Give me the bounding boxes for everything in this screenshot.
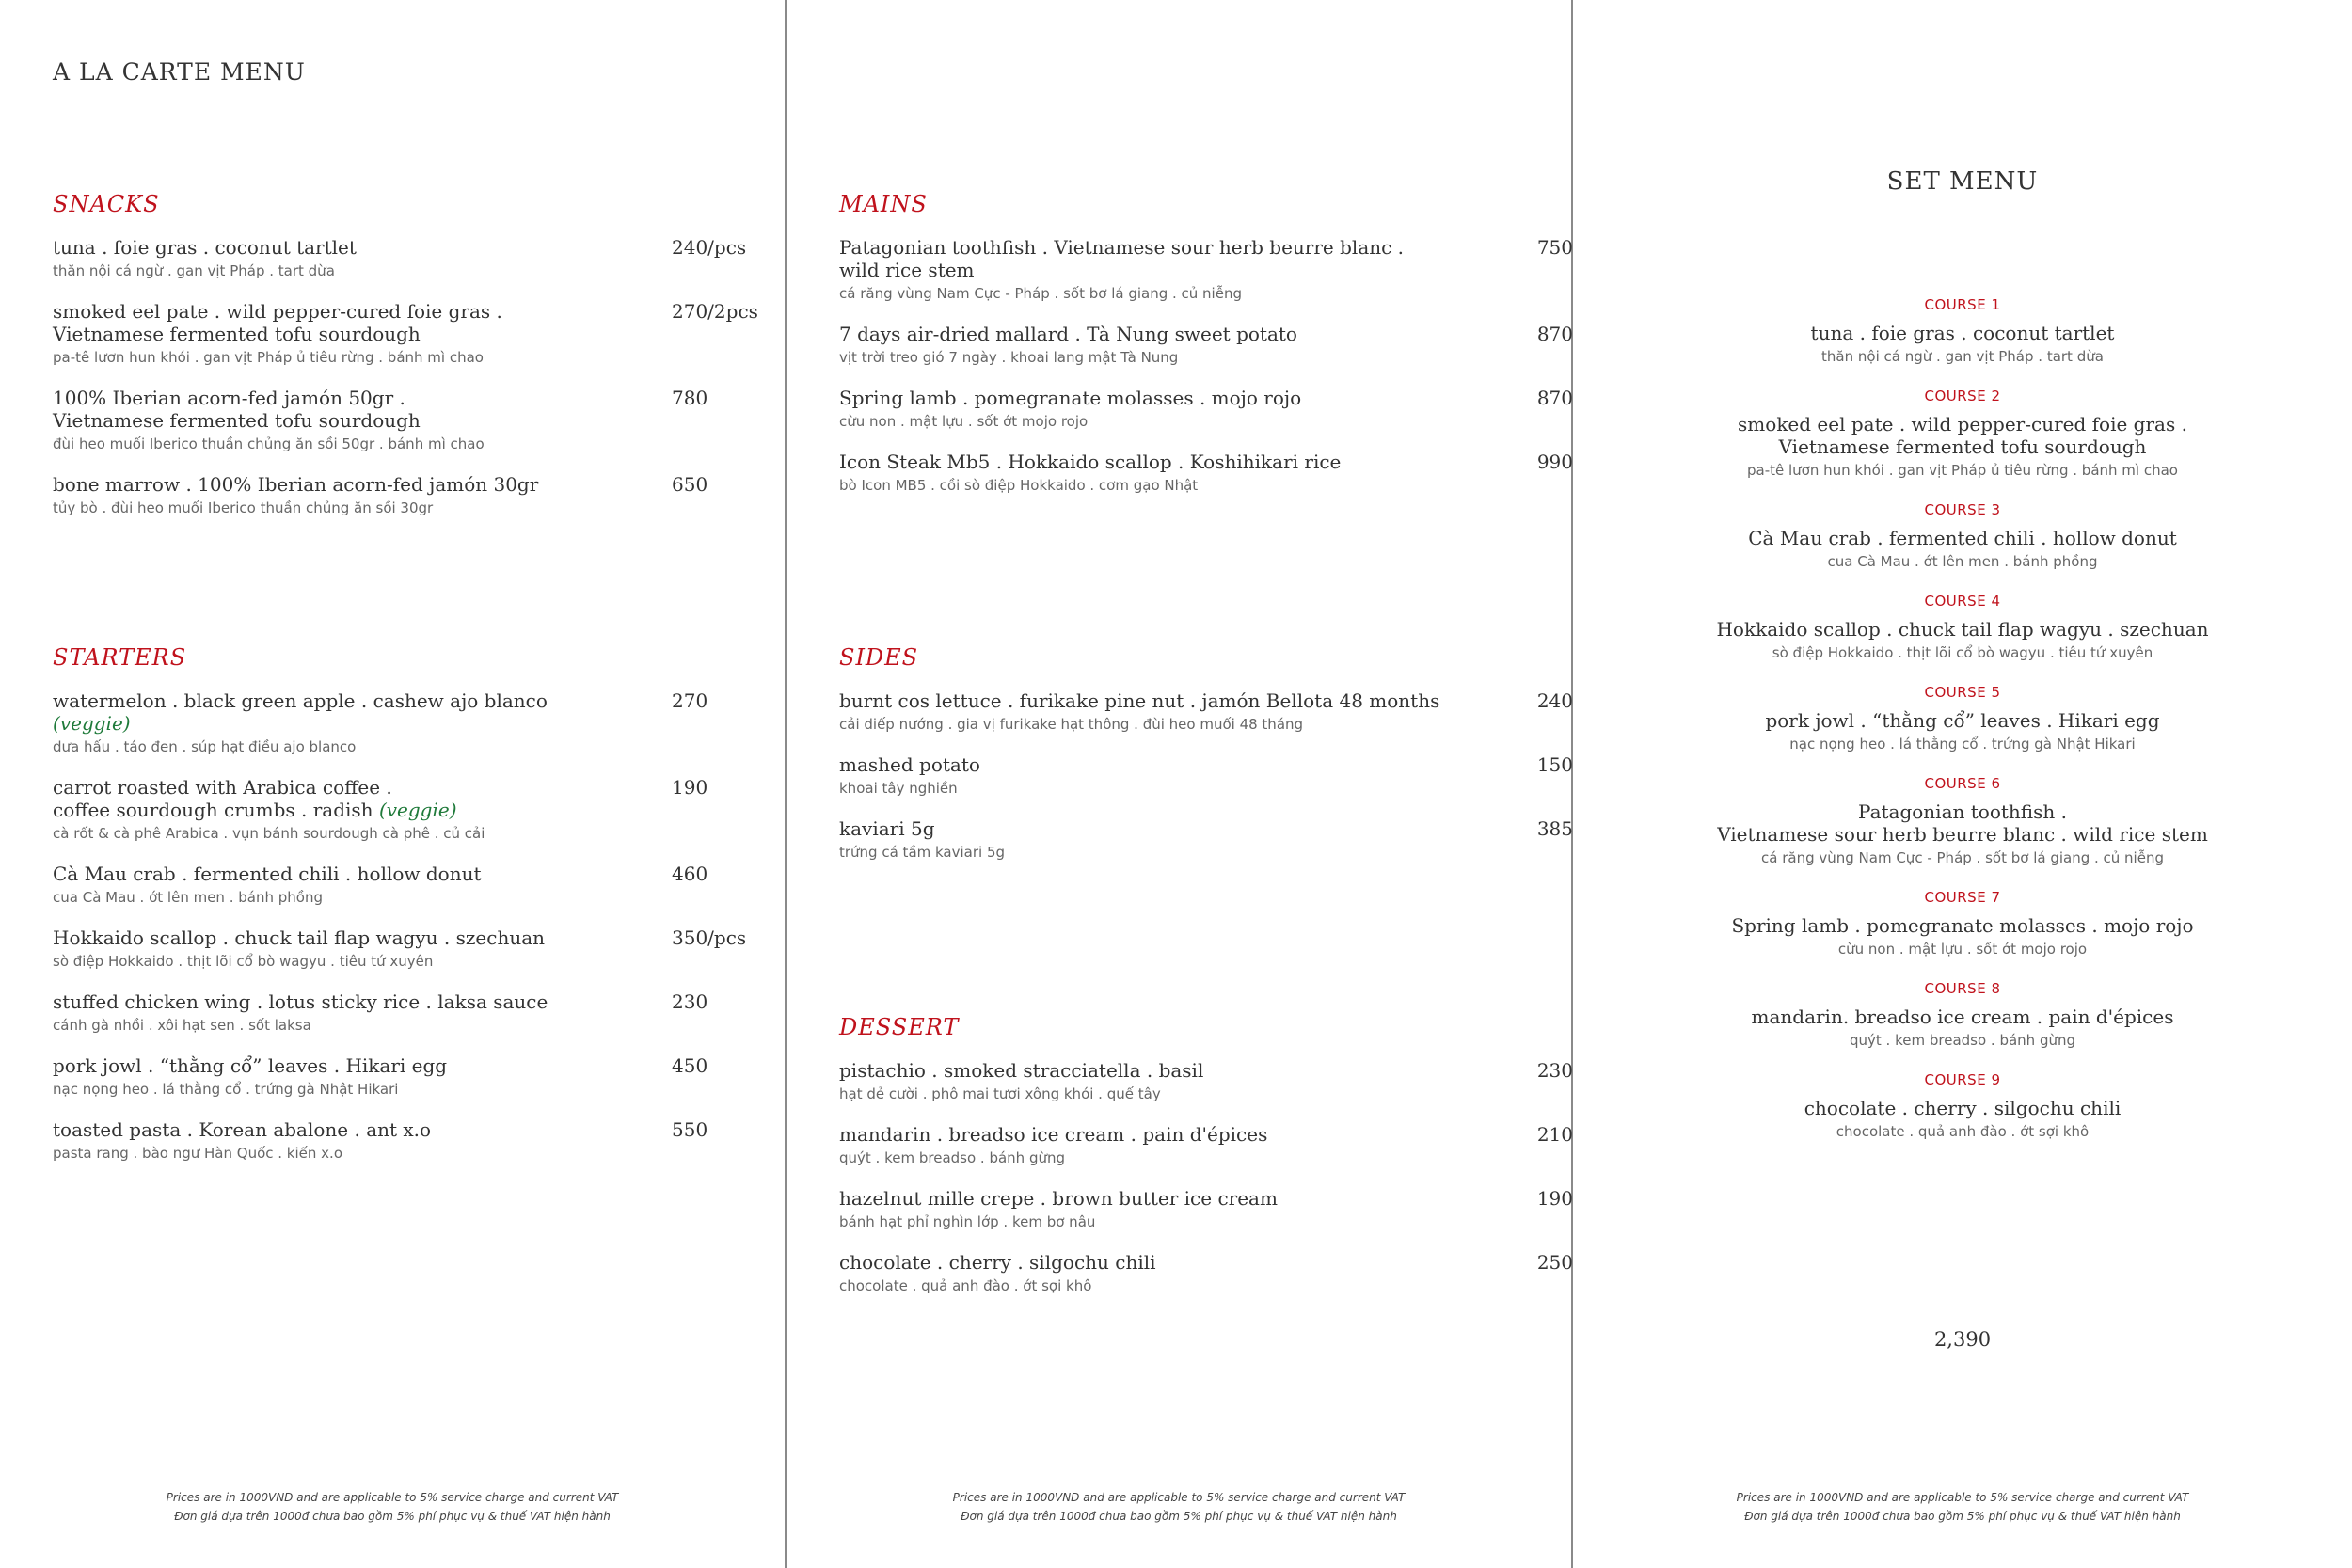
dish-description-vn: thăn nội cá ngừ . gan vịt Pháp . tart dừa xyxy=(53,262,335,279)
dish-description-vn: khoai tây nghiền xyxy=(839,780,958,797)
menu-item xyxy=(53,387,768,454)
course-dish-name: smoked eel pate . wild pepper-cured foie gras . Vietnamese fermented tofu sourdough xyxy=(1738,413,2187,458)
dish-price: 870 xyxy=(1536,323,1573,345)
dish-price: 240 xyxy=(1536,689,1573,712)
veggie-tag: (veggie) xyxy=(378,799,457,821)
dish-price: 250 xyxy=(1536,1251,1573,1274)
dish-description-vn: cải diếp nướng . gia vị furikake hạt thông . đùi heo muối 48 tháng xyxy=(839,716,1304,733)
dish-name xyxy=(53,387,627,432)
dish-name-text: watermelon . black green apple . cashew ajo blanco xyxy=(53,689,548,712)
menu-item xyxy=(53,1054,768,1100)
dish-name-text: pistachio . smoked stracciatella . basil xyxy=(839,1059,1204,1082)
dish-name xyxy=(839,1123,1441,1146)
menu-item xyxy=(839,1059,1573,1104)
set-menu-title: SET MENU xyxy=(1886,167,2039,196)
set-menu-price: 2,390 xyxy=(1933,1328,1992,1351)
dish-price: 750 xyxy=(1536,236,1573,259)
dish-description-vn: cá răng vùng Nam Cực - Pháp . sốt bơ lá giang . củ niễng xyxy=(839,285,1242,302)
menu-item xyxy=(839,387,1573,432)
course-dish-name: pork jowl . “thằng cổ” leaves . Hikari egg xyxy=(1765,709,2160,732)
course-list xyxy=(1573,296,2352,1163)
course-item xyxy=(1573,501,2352,572)
dish-price: 650 xyxy=(672,473,708,496)
dish-description-vn: hạt dẻ cười . phô mai tươi xông khói . quế tây xyxy=(839,1085,1161,1102)
dish-name xyxy=(53,1054,627,1077)
course-label: COURSE 2 xyxy=(1924,388,2001,404)
course-label: COURSE 8 xyxy=(1924,980,2001,997)
dish-name xyxy=(839,1059,1441,1082)
menu-item xyxy=(839,1251,1573,1296)
footnote-en: Prices are in 1000VND and are applicable to 5% service charge and current VAT xyxy=(1736,1491,2189,1504)
footnote-en: Prices are in 1000VND and are applicable to 5% service charge and current VAT xyxy=(952,1491,1406,1504)
dish-price: 870 xyxy=(1536,387,1573,409)
dish-name-text: mashed potato xyxy=(839,753,980,776)
dish-description-vn: vịt trời treo gió 7 ngày . khoai lang mật Tà Nung xyxy=(839,349,1179,366)
course-description-vn: pa-tê lươn hun khói . gan vịt Pháp ủ tiêu rừng . bánh mì chao xyxy=(1747,462,2178,479)
course-label: COURSE 9 xyxy=(1924,1071,2001,1088)
dish-name-text: Hokkaido scallop . chuck tail flap wagyu . szechuan xyxy=(53,927,546,949)
dish-price: 230 xyxy=(1536,1059,1573,1082)
dish-price: 190 xyxy=(1536,1187,1573,1210)
course-label: COURSE 5 xyxy=(1924,684,2001,701)
menu-item xyxy=(839,1187,1573,1232)
course-description-vn: cừu non . mật lựu . sốt ớt mojo rojo xyxy=(1837,941,2088,958)
course-dish-name: Hokkaido scallop . chuck tail flap wagyu . szechuan xyxy=(1716,618,2209,641)
dish-name xyxy=(53,927,627,949)
dish-description-vn: chocolate . quả anh đào . ớt sợi khô xyxy=(839,1277,1092,1294)
dish-name-text: Icon Steak Mb5 . Hokkaido scallop . Koshihikari rice xyxy=(839,451,1342,473)
dish-name xyxy=(53,1118,627,1141)
dish-name-text: 7 days air-dried mallard . Tà Nung sweet potato xyxy=(839,323,1297,345)
a-la-carte-panel-2 xyxy=(787,0,1571,1568)
course-label: COURSE 1 xyxy=(1924,296,2001,313)
dish-name xyxy=(839,451,1441,473)
dish-description-vn: quýt . kem breadso . bánh gừng xyxy=(839,1149,1065,1166)
dish-name xyxy=(53,689,627,735)
dish-name-text: tuna . foie gras . coconut tartlet xyxy=(53,236,357,259)
dish-description-vn: cừu non . mật lựu . sốt ớt mojo rojo xyxy=(839,413,1089,430)
course-dish-name: chocolate . cherry . silgochu chili xyxy=(1804,1097,2122,1119)
dish-name-text: hazelnut mille crepe . brown butter ice cream xyxy=(839,1187,1278,1210)
dish-price: 270/2pcs xyxy=(672,300,758,323)
course-description-vn: cua Cà Mau . ớt lên men . bánh phồng xyxy=(1827,553,2098,570)
price-footnote xyxy=(787,1488,1571,1526)
sides-list xyxy=(839,689,1573,863)
course-description-vn: quýt . kem breadso . bánh gừng xyxy=(1850,1032,2075,1049)
course-item xyxy=(1573,684,2352,754)
snacks-list xyxy=(53,236,768,518)
menu-item xyxy=(53,236,768,281)
dish-name-text: Cà Mau crab . fermented chili . hollow donut xyxy=(53,863,482,885)
dish-name xyxy=(839,1251,1441,1274)
dish-name xyxy=(53,473,627,496)
course-dish-name: Cà Mau crab . fermented chili . hollow donut xyxy=(1748,527,2177,549)
footnote-vn: Đơn giá dựa trên 1000đ chưa bao gồm 5% phí phục vụ & thuế VAT hiện hành xyxy=(174,1510,611,1523)
dish-name xyxy=(839,689,1441,712)
course-dish-name: tuna . foie gras . coconut tartlet xyxy=(1810,322,2115,344)
dish-name-text: stuffed chicken wing . lotus sticky rice . laksa sauce xyxy=(53,990,548,1013)
section-title: MAINS xyxy=(839,191,928,217)
course-item xyxy=(1573,296,2352,367)
dish-name xyxy=(839,753,1441,776)
menu-item xyxy=(53,927,768,972)
menu-item xyxy=(839,753,1573,799)
dish-price: 150 xyxy=(1536,753,1573,776)
menu-item xyxy=(839,323,1573,368)
dish-name xyxy=(53,776,627,821)
dish-price: 385 xyxy=(1536,817,1573,840)
dish-description-vn: pasta rang . bào ngư Hàn Quốc . kiến x.o xyxy=(53,1145,342,1162)
dish-description-vn: cánh gà nhồi . xôi hạt sen . sốt laksa xyxy=(53,1017,311,1034)
menu-item xyxy=(53,473,768,518)
dish-name-text: burnt cos lettuce . furikake pine nut . jamón Bellota 48 months xyxy=(839,689,1440,712)
section-title: SNACKS xyxy=(53,191,160,217)
dish-name-text: pork jowl . “thằng cổ” leaves . Hikari egg xyxy=(53,1054,448,1077)
dish-price: 240/pcs xyxy=(672,236,747,259)
menu-item xyxy=(839,1123,1573,1168)
dish-name-text: 100% Iberian acorn-fed jamón 50gr . Vietnamese fermented tofu sourdough xyxy=(53,387,421,432)
section-title: DESSERT xyxy=(839,1014,960,1040)
a-la-carte-panel xyxy=(0,0,785,1568)
snacks-section xyxy=(53,191,768,537)
dish-price: 460 xyxy=(672,863,708,885)
dish-name-text: carrot roasted with Arabica coffee . coffee sourdough crumbs . radish xyxy=(53,776,392,821)
dessert-section xyxy=(839,1014,1573,1315)
footnote-vn: Đơn giá dựa trên 1000đ chưa bao gồm 5% phí phục vụ & thuế VAT hiện hành xyxy=(1744,1510,2181,1523)
course-dish-name: mandarin. breadso ice cream . pain d'épices xyxy=(1751,1006,2174,1028)
course-label: COURSE 6 xyxy=(1924,775,2001,792)
mains-list xyxy=(839,236,1573,496)
dish-name-text: chocolate . cherry . silgochu chili xyxy=(839,1251,1156,1274)
menu-item xyxy=(53,776,768,844)
course-description-vn: chocolate . quả anh đào . ớt sợi khô xyxy=(1836,1123,2090,1140)
menu-item xyxy=(839,451,1573,496)
starters-list xyxy=(53,689,768,1164)
veggie-tag: (veggie) xyxy=(53,712,131,735)
mains-section xyxy=(839,191,1573,515)
dish-name xyxy=(839,817,1441,840)
dish-price: 190 xyxy=(672,776,708,799)
dish-name-text: kaviari 5g xyxy=(839,817,935,840)
dish-name-text: bone marrow . 100% Iberian acorn-fed jamón 30gr xyxy=(53,473,539,496)
dish-description-vn: cà rốt & cà phê Arabica . vụn bánh sourdough cà phê . củ cải xyxy=(53,825,485,842)
menu-item xyxy=(839,236,1573,304)
starters-section xyxy=(53,644,768,1182)
course-description-vn: nạc nọng heo . lá thằng cổ . trứng gà Nhật Hikari xyxy=(1789,736,2136,752)
dish-description-vn: nạc nọng heo . lá thằng cổ . trứng gà Nhật Hikari xyxy=(53,1081,399,1098)
price-footnote xyxy=(1573,1488,2352,1526)
footnote-vn: Đơn giá dựa trên 1000đ chưa bao gồm 5% phí phục vụ & thuế VAT hiện hành xyxy=(961,1510,1397,1523)
dish-description-vn: pa-tê lươn hun khói . gan vịt Pháp ủ tiêu rừng . bánh mì chao xyxy=(53,349,484,366)
section-title: STARTERS xyxy=(53,644,187,671)
set-menu-panel xyxy=(1573,0,2352,1568)
course-description-vn: cá răng vùng Nam Cực - Pháp . sốt bơ lá giang . củ niễng xyxy=(1761,849,2164,866)
dish-name xyxy=(839,236,1441,281)
menu-item xyxy=(53,863,768,908)
course-label: COURSE 7 xyxy=(1924,889,2001,906)
dish-price: 780 xyxy=(672,387,708,409)
course-item xyxy=(1573,1071,2352,1142)
section-title: SIDES xyxy=(839,644,919,671)
dish-description-vn: bò Icon MB5 . cồi sò điệp Hokkaido . cơm gạo Nhật xyxy=(839,477,1199,494)
price-footnote xyxy=(0,1488,785,1526)
dish-name xyxy=(53,236,627,259)
dessert-list xyxy=(839,1059,1573,1296)
course-item xyxy=(1573,775,2352,868)
dish-name-text: toasted pasta . Korean abalone . ant x.o xyxy=(53,1118,432,1141)
dish-name-text: Patagonian toothfish . Vietnamese sour herb beurre blanc . wild rice stem xyxy=(839,236,1405,281)
dish-description-vn: đùi heo muối Iberico thuần chủng ăn sồi 50gr . bánh mì chao xyxy=(53,436,485,452)
dish-description-vn: sò điệp Hokkaido . thịt lõi cổ bò wagyu . tiêu tứ xuyên xyxy=(53,953,434,970)
menu-item xyxy=(839,689,1573,735)
course-description-vn: thăn nội cá ngừ . gan vịt Pháp . tart dừa xyxy=(1821,348,2104,365)
dish-description-vn: bánh hạt phỉ nghìn lớp . kem bơ nâu xyxy=(839,1213,1096,1230)
dish-price: 450 xyxy=(672,1054,708,1077)
dish-price: 210 xyxy=(1536,1123,1573,1146)
course-label: COURSE 3 xyxy=(1924,501,2001,518)
menu-item xyxy=(53,689,768,757)
dish-description-vn: dưa hấu . táo đen . súp hạt điều ajo blanco xyxy=(53,738,357,755)
dish-price: 350/pcs xyxy=(672,927,747,949)
dish-name xyxy=(839,1187,1441,1210)
dish-description-vn: trứng cá tầm kaviari 5g xyxy=(839,844,1006,861)
dish-description-vn: tủy bò . đùi heo muối Iberico thuần chủng ăn sồi 30gr xyxy=(53,499,434,516)
dish-price: 550 xyxy=(672,1118,708,1141)
menu-item xyxy=(53,1118,768,1164)
dish-name xyxy=(839,387,1441,409)
course-item xyxy=(1573,593,2352,663)
dish-name-text: smoked eel pate . wild pepper-cured foie gras . Vietnamese fermented tofu sourdough xyxy=(53,300,502,345)
course-item xyxy=(1573,388,2352,481)
menu-item xyxy=(839,817,1573,863)
course-label: COURSE 4 xyxy=(1924,593,2001,610)
menu-title: A LA CARTE MENU xyxy=(53,58,306,86)
dish-name xyxy=(839,323,1441,345)
dish-name-text: Spring lamb . pomegranate molasses . mojo rojo xyxy=(839,387,1302,409)
dish-description-vn: cua Cà Mau . ớt lên men . bánh phồng xyxy=(53,889,323,906)
course-dish-name: Patagonian toothfish . Vietnamese sour herb beurre blanc . wild rice stem xyxy=(1717,800,2208,846)
menu-item xyxy=(53,990,768,1036)
dish-name-text: mandarin . breadso ice cream . pain d'épices xyxy=(839,1123,1268,1146)
dish-name xyxy=(53,300,627,345)
dish-price: 990 xyxy=(1536,451,1573,473)
dish-price: 270 xyxy=(672,689,708,712)
dish-name xyxy=(53,990,627,1013)
footnote-en: Prices are in 1000VND and are applicable to 5% service charge and current VAT xyxy=(166,1491,619,1504)
course-dish-name: Spring lamb . pomegranate molasses . mojo rojo xyxy=(1731,914,2194,937)
course-item xyxy=(1573,889,2352,959)
menu-item xyxy=(53,300,768,368)
course-item xyxy=(1573,980,2352,1051)
dish-price: 230 xyxy=(672,990,708,1013)
sides-section xyxy=(839,644,1573,881)
dish-name xyxy=(53,863,627,885)
course-description-vn: sò điệp Hokkaido . thịt lõi cổ bò wagyu . tiêu tứ xuyên xyxy=(1772,644,2153,661)
